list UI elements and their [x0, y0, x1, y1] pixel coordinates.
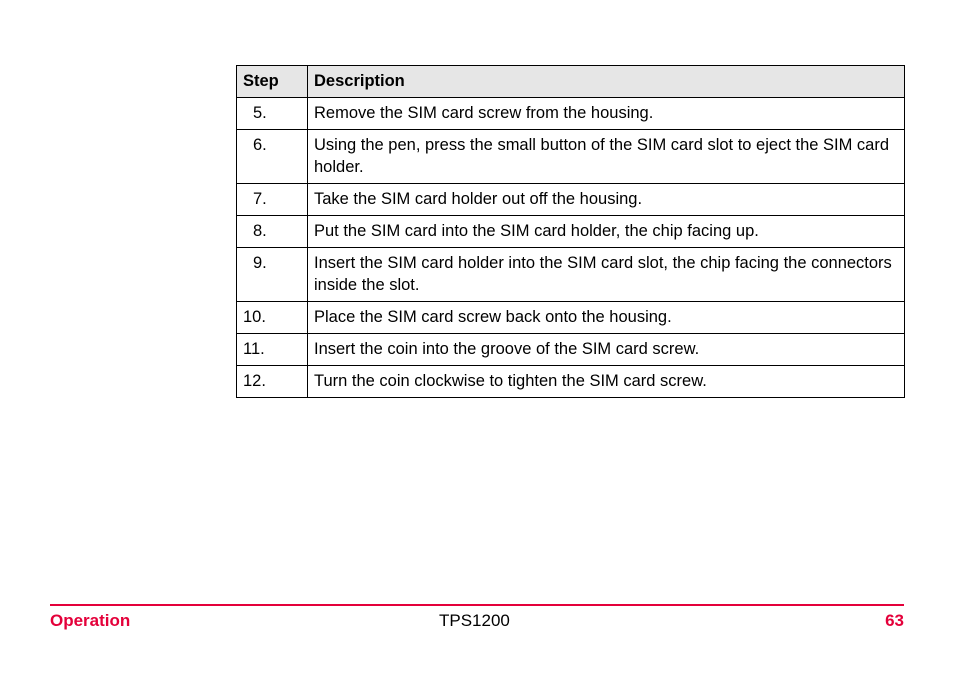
- step-description: Using the pen, press the small button of the SIM card slot to eject the SIM card holder.: [308, 130, 905, 184]
- step-number: 11.: [237, 334, 308, 366]
- table-header-row: [237, 66, 905, 98]
- step-number: 10.: [237, 302, 308, 334]
- table-row: [237, 334, 905, 366]
- table-row: [237, 302, 905, 334]
- step-description: Place the SIM card screw back onto the housing.: [308, 302, 905, 334]
- step-description: Insert the coin into the groove of the SIM card screw.: [308, 334, 905, 366]
- table-row: [237, 130, 905, 184]
- step-number: 5.: [237, 98, 308, 130]
- step-description: Take the SIM card holder out off the housing.: [308, 184, 905, 216]
- steps-table: [236, 65, 905, 398]
- step-description: Put the SIM card into the SIM card holder, the chip facing up.: [308, 216, 905, 248]
- table-row: [237, 184, 905, 216]
- table-row: [237, 216, 905, 248]
- description-column-header: Description: [308, 66, 905, 98]
- step-number: 7.: [237, 184, 308, 216]
- table-row: [237, 366, 905, 398]
- step-number: 9.: [237, 248, 308, 302]
- footer-product-name: TPS1200: [439, 611, 510, 630]
- table-row: [237, 248, 905, 302]
- table-row: [237, 98, 905, 130]
- step-description: Insert the SIM card holder into the SIM card slot, the chip facing the connectors inside the slot.: [308, 248, 905, 302]
- step-description: Turn the coin clockwise to tighten the SIM card screw.: [308, 366, 905, 398]
- footer-page-number: 63: [885, 611, 904, 630]
- step-number: 8.: [237, 216, 308, 248]
- step-description: Remove the SIM card screw from the housing.: [308, 98, 905, 130]
- step-number: 12.: [237, 366, 308, 398]
- footer-divider: [50, 604, 904, 606]
- step-column-header: Step: [237, 66, 308, 98]
- footer-section-title: Operation: [50, 611, 131, 630]
- step-number: 6.: [237, 130, 308, 184]
